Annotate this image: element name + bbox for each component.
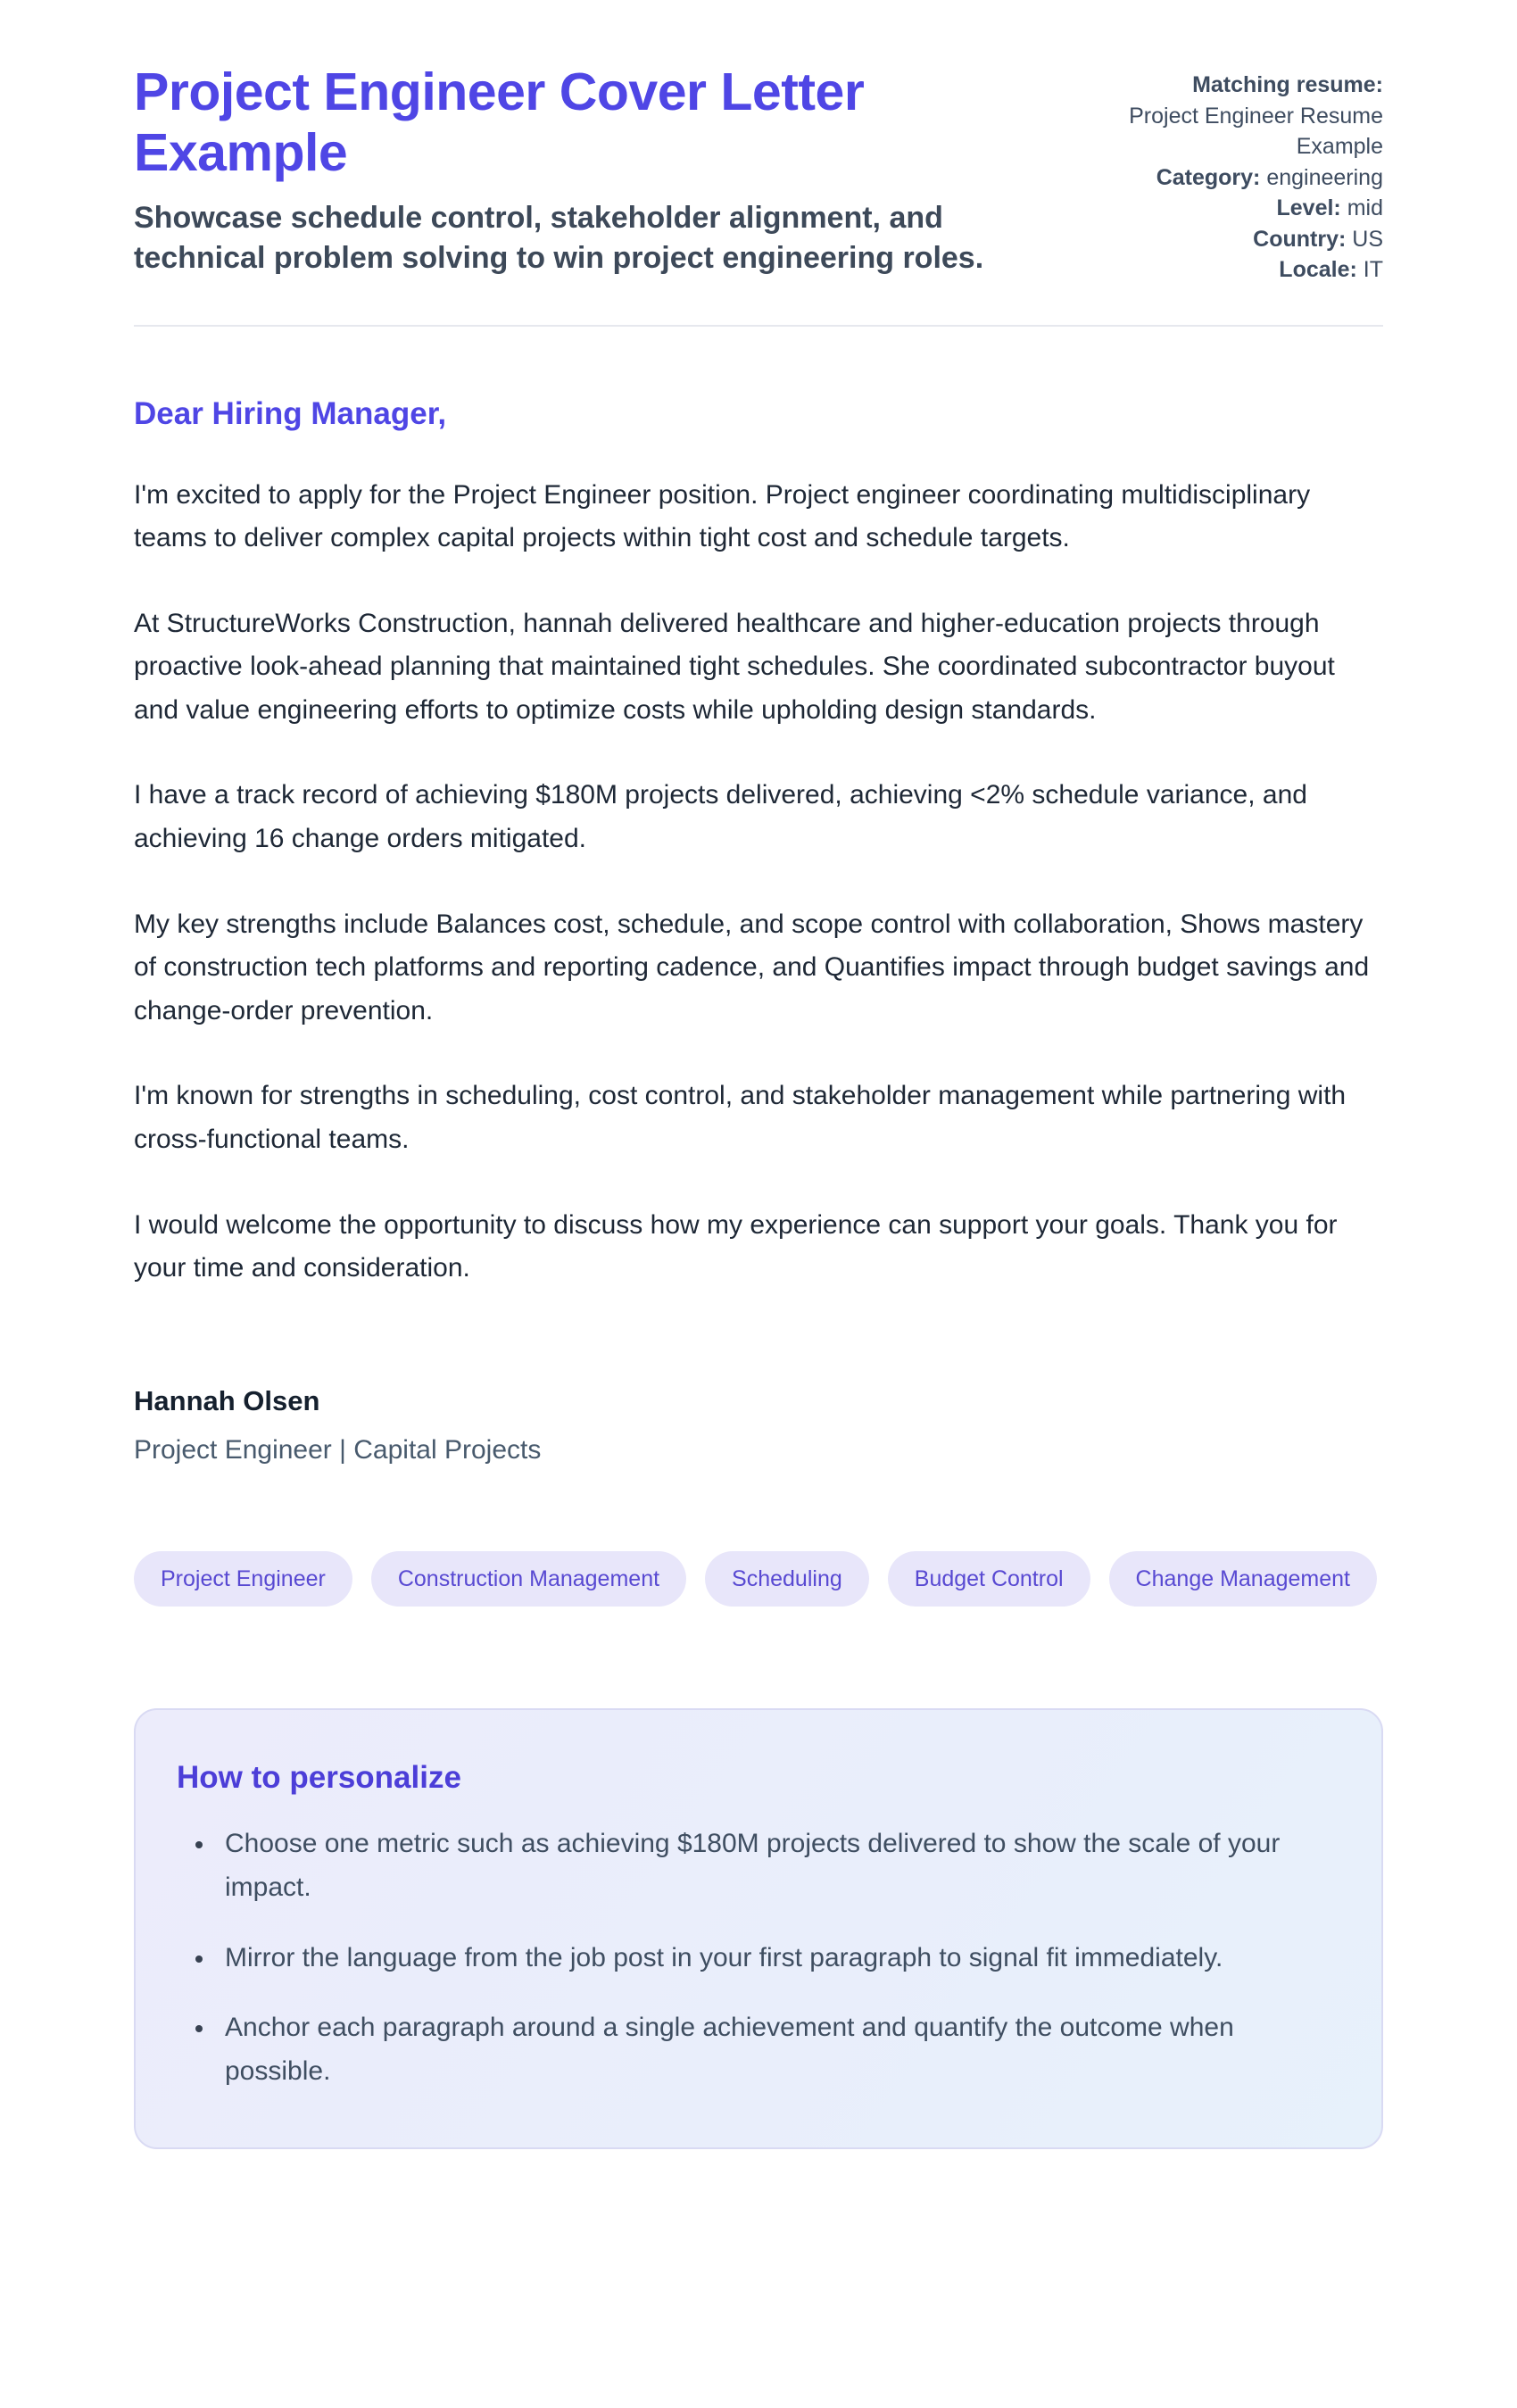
signature-name: Hannah Olsen bbox=[134, 1384, 320, 1416]
meta-row bbox=[1102, 193, 1383, 224]
personalize-heading: How to personalize bbox=[177, 1759, 461, 1795]
page-header bbox=[134, 62, 1383, 286]
meta-row-label: Level: bbox=[1276, 195, 1341, 220]
letter-paragraph: I would welcome the opportunity to discuss how my experience can support your goals. Thank you for your time and consideration. bbox=[134, 1209, 1338, 1283]
tag-pill[interactable]: Budget Control bbox=[888, 1551, 1090, 1607]
tag-pill[interactable]: Construction Management bbox=[371, 1551, 686, 1607]
personalize-tips bbox=[177, 1823, 1340, 2094]
meta-row bbox=[1102, 224, 1383, 255]
personalize-tip: • Mirror the language from the job post in your first paragraph to signal fit immediately. bbox=[216, 1937, 1340, 1980]
meta-row-label: Locale: bbox=[1279, 257, 1357, 282]
letter-body bbox=[134, 396, 1383, 1466]
tag-pill[interactable]: Project Engineer bbox=[134, 1551, 352, 1607]
meta-row-value: IT bbox=[1363, 257, 1383, 282]
tag-list bbox=[134, 1551, 1383, 1607]
meta-row-value: US bbox=[1352, 226, 1383, 252]
letter-paragraph: I'm excited to apply for the Project Engineer position. Project engineer coordinating multidisciplinary teams to deliver complex capital projects within tight cost and schedule targets. bbox=[134, 479, 1311, 553]
letter-paragraphs bbox=[134, 474, 1383, 1291]
page-title: Project Engineer Cover Letter Example bbox=[134, 62, 865, 182]
letter-paragraph: My key strengths include Balances cost, schedule, and scope control with collaboration, Shows mastery of construction tech platforms and reporting cadence, and Quantifies impact through budget savings and change-order prevention. bbox=[134, 909, 1370, 1025]
matching-resume-value: Project Engineer Resume Example bbox=[1129, 103, 1383, 159]
meta-row-label: Country: bbox=[1253, 226, 1347, 252]
personalize-tip: • Anchor each paragraph around a single achievement and quantify the outcome when possible. bbox=[216, 2006, 1340, 2094]
letter-paragraph: I'm known for strengths in scheduling, cost control, and stakeholder management while partnering with cross-functional teams. bbox=[134, 1081, 1347, 1155]
page-subtitle: Showcase schedule control, stakeholder alignment, and technical problem solving to win project engineering roles. bbox=[134, 200, 984, 275]
tag-pill[interactable]: Change Management bbox=[1109, 1551, 1377, 1607]
meta-row-value: mid bbox=[1347, 195, 1383, 220]
meta-row bbox=[1102, 162, 1383, 194]
header-divider bbox=[134, 325, 1383, 327]
meta-row bbox=[1102, 254, 1383, 286]
personalize-box bbox=[134, 1708, 1383, 2149]
letter-greeting: Dear Hiring Manager, bbox=[134, 395, 447, 431]
signature-role: Project Engineer | Capital Projects bbox=[134, 1434, 542, 1465]
resume-meta-panel bbox=[1102, 62, 1383, 286]
meta-row-value: engineering bbox=[1266, 164, 1383, 190]
letter-paragraph: I have a track record of achieving $180M projects delivered, achieving <2% schedule variance, and achieving 16 change orders mitigated. bbox=[134, 780, 1307, 854]
letter-paragraph: At StructureWorks Construction, hannah delivered healthcare and higher-education projects through proactive look-ahead planning that maintained tight schedules. She coordinated subcontractor buyout and value engineering efforts to optimize costs while upholding design standards. bbox=[134, 608, 1335, 725]
personalize-tip: • Choose one metric such as achieving $180M projects delivered to show the scale of your impact. bbox=[216, 1823, 1340, 1910]
meta-rows bbox=[1102, 162, 1383, 286]
matching-resume-row bbox=[1102, 70, 1383, 162]
tag-pill[interactable]: Scheduling bbox=[705, 1551, 869, 1607]
title-block bbox=[134, 62, 1071, 278]
meta-row-label: Category: bbox=[1156, 164, 1261, 190]
matching-resume-label: Matching resume: bbox=[1192, 72, 1383, 97]
